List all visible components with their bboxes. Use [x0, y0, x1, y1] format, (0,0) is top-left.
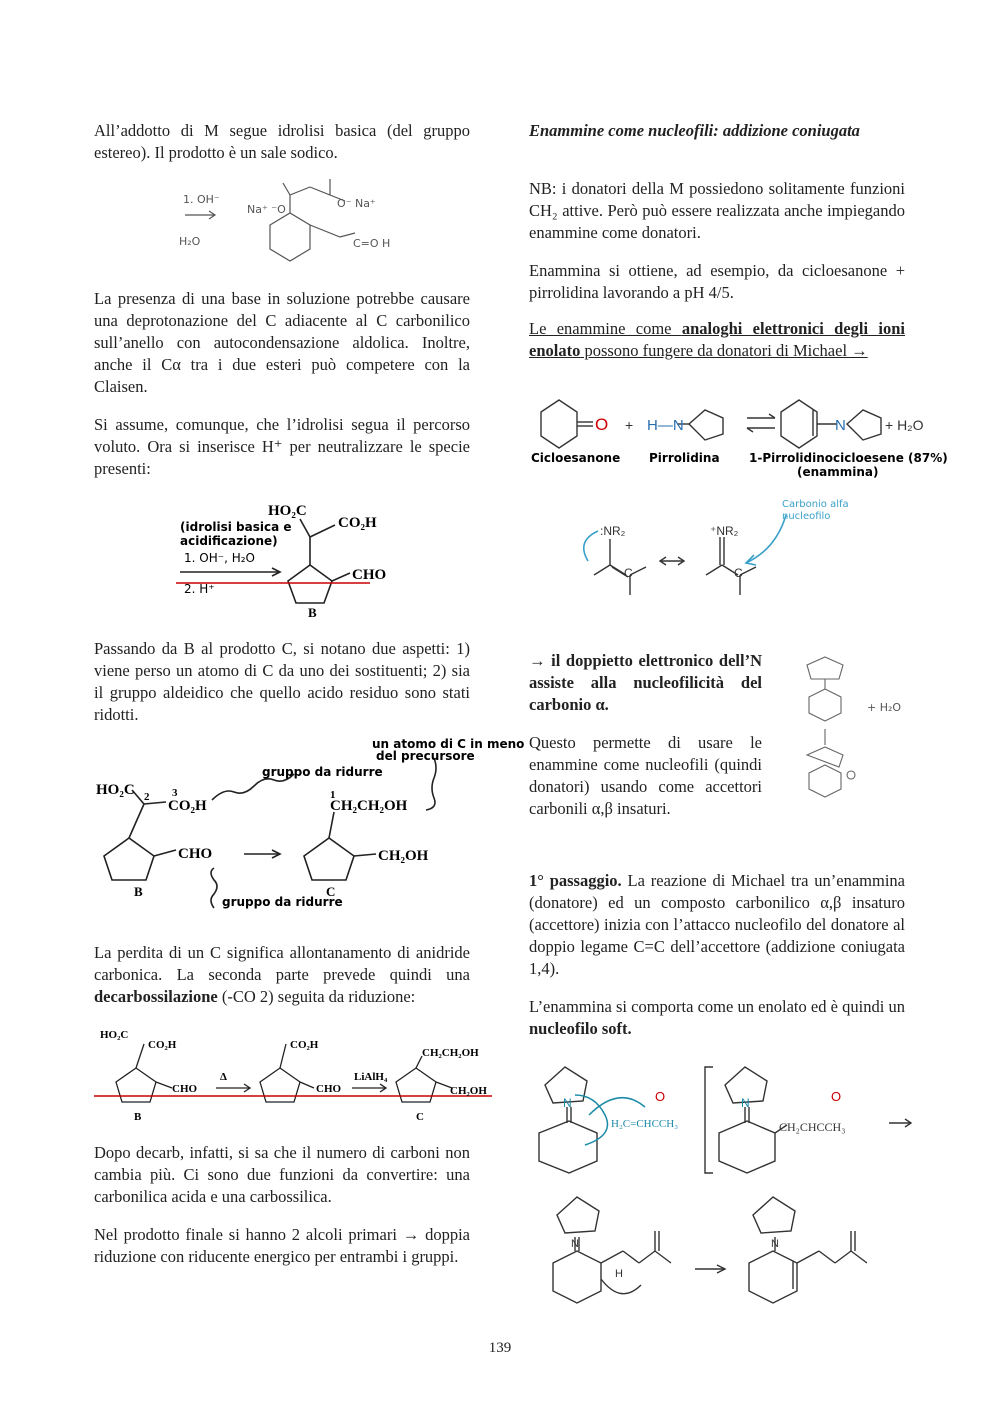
- h2o-label: + H₂O: [885, 417, 924, 433]
- paragraph-b-to-c: [94, 638, 470, 726]
- group-cho-4: CHO: [316, 1083, 342, 1095]
- acceptor-label: H₂C=CHCCH₃: [611, 1118, 679, 1130]
- label-b-2: B: [134, 884, 143, 899]
- group-cho-3: CHO: [172, 1083, 198, 1095]
- text-nucleofilo-soft: nucleofilo soft.: [529, 1019, 632, 1038]
- group-co2h-3: CO₂H: [148, 1039, 177, 1051]
- oxygen-label-3: O: [831, 1089, 842, 1104]
- paragraph-dopo-decarb: [94, 1142, 470, 1208]
- text-p3: Si assume, comunque, che l’idrolisi segua il percorso voluto. Ora si inserisce H⁺ per neutralizzare le specie presenti:: [94, 415, 470, 478]
- group-ho2c-3: HO₂C: [100, 1029, 129, 1041]
- text-analoghi: analoghi elettronici degli ioni enolato: [529, 319, 905, 360]
- text-passaggio-body: La reazione di Michael tra un’enammina (donatore) ed un composto carbonilico α,β insaturo (accettore) inizia con l’attacco nucleofilo del donatore al doppio legame C=C dell’accettore (addizione coniugata 1,4).: [529, 871, 905, 978]
- paragraph-base: [94, 288, 470, 398]
- text-enolato-a: L’enammina si comporta come un enolato ed è quindi un: [529, 997, 905, 1016]
- delta-label: Δ: [220, 1071, 227, 1083]
- plus-sign: +: [625, 417, 634, 433]
- carbon-b: C: [734, 566, 743, 580]
- text-p4: Passando da B al prodotto C, si notano due aspetti: 1) viene perso un atomo di C da uno dei sostituenti; 2) sia il gruppo aldeidico che quello acido residuo sono stati ridotti.: [94, 639, 470, 724]
- note-ridurre-2: gruppo da ridurre: [222, 895, 343, 909]
- group-ch2ch2oh: CH₂CH₂OH: [330, 798, 408, 814]
- label-cicloesanone: Cicloesanone: [531, 451, 621, 465]
- cond-label: (idrolisi basica e: [180, 520, 292, 534]
- note-meno-2: del precursore: [376, 749, 475, 763]
- note-nucleofilo: nucleofilo: [782, 511, 831, 522]
- text-r-p3-c: possono fungere da donatori di Michael →: [580, 341, 868, 360]
- group-co2h: CO₂H: [338, 515, 377, 531]
- text-r-p3-a: Le enammine come: [529, 319, 682, 338]
- label-b: B: [308, 605, 317, 620]
- note-ridurre-1: gruppo da ridurre: [262, 765, 383, 779]
- hn-label: H—N: [647, 417, 684, 434]
- note-carbonio-alfa: Carbonio alfa: [782, 499, 849, 510]
- note-meno: un atomo di C in meno: [372, 737, 525, 751]
- n-label: N: [835, 417, 846, 434]
- label-b-3: B: [134, 1111, 142, 1123]
- text-passaggio: [529, 870, 905, 980]
- hand-na-right: O⁻ Na⁺: [337, 197, 376, 210]
- paragraph-analoghi: [529, 318, 905, 362]
- group-ho2c: HO₂C: [268, 503, 307, 519]
- svg-text:1. OH⁻: 1. OH⁻: [183, 193, 220, 206]
- step1-label: 1. OH⁻, H₂O: [184, 551, 255, 565]
- hand-h2o: + H₂O: [867, 701, 902, 714]
- paragraph-permette: [529, 732, 762, 820]
- lialh4-label: LiAlH₄: [354, 1071, 388, 1083]
- text-doppietto: → il doppietto elettronico dell’N assiste alla nucleofilicità del carbonio α.: [529, 651, 762, 714]
- n-label-4: N: [771, 1238, 779, 1250]
- paragraph-passaggio: [529, 870, 905, 980]
- handwritten-resonance: [795, 655, 915, 805]
- paragraph-doppietto: [529, 650, 762, 716]
- oxygen-label-2: O: [655, 1089, 666, 1104]
- text-permette: Questo permette di usare le enammine come nucleofili (quindi donatori) usando come accettori carbonili α,β insaturi.: [529, 733, 762, 818]
- paragraph-enolato: [529, 996, 905, 1040]
- num-2: 2: [144, 791, 150, 803]
- num-3: 3: [172, 787, 178, 799]
- figure-hydrolysis-B: [170, 495, 410, 620]
- nr2-a: :NR₂: [600, 524, 626, 538]
- group-co2h-4: CO₂H: [290, 1039, 319, 1051]
- group-ch2ch2oh-2: CH₂CH₂OH: [422, 1047, 479, 1059]
- label-c: C: [326, 884, 336, 899]
- group-ch2oh: CH₂OH: [378, 848, 429, 864]
- hand-na-left: Na⁺ ⁻O: [247, 203, 286, 216]
- n-label-1: N: [563, 1096, 572, 1110]
- text-p2: La presenza di una base in soluzione potrebbe causare una deprotonazione del C adiacente al C carbonilico sull’anello con autocondensazione aldolica. Inoltre, anche il Cα tra i due esteri può competere con la Claisen.: [94, 289, 470, 396]
- text-decarbossilazione: decarbossilazione: [94, 987, 218, 1006]
- figure-B-to-C: [94, 737, 525, 910]
- figure-michael-mechanism: [529, 1055, 929, 1320]
- label-c-2: C: [416, 1111, 424, 1123]
- text-p1: All’addotto di M segue idrolisi basica (del gruppo estereo). Il prodotto è un sale sodico.: [94, 121, 470, 162]
- label-pirrolidinocicloesene: 1-Pirrolidinocicloesene (87%): [749, 451, 948, 465]
- svg-text:C=O H: C=O H: [353, 237, 391, 250]
- text-p6: Dopo decarb, infatti, si sa che il numero di carboni non cambia più. Ci sono due funzioni da convertire: una carbonilica acida e una carbossilica.: [94, 1143, 470, 1206]
- cond-label-2: acidificazione): [180, 534, 278, 548]
- text-p7: Nel prodotto finale si hanno 2 alcoli primari → doppia riduzione con riducente energico per entrambi i gruppi.: [94, 1225, 470, 1266]
- svg-text:H₂O: H₂O: [179, 235, 201, 248]
- label-enammina: (enammina): [797, 465, 879, 479]
- paragraph-idrolisi: [94, 120, 470, 164]
- page-number: 139: [488, 1340, 512, 1356]
- group-ho2c-2: HO₂C: [96, 782, 135, 798]
- step2-label: 2. H⁺: [184, 582, 215, 596]
- paragraph-enammina: [529, 260, 905, 304]
- text-p5: [94, 942, 470, 1008]
- handwritten-sodium-salt: [175, 175, 395, 270]
- text-r-p1: NB: i donatori della M possiedono solitamente funzioni CH₂ attive. Però può essere realizzata anche impiegando enammine come donatori.: [529, 179, 905, 242]
- paragraph-finale: [94, 1224, 470, 1268]
- group-cho: CHO: [352, 567, 387, 583]
- nr2-b: ⁺NR₂: [710, 524, 739, 538]
- oxygen-label: O: [595, 415, 609, 434]
- text-r-p2: Enammina si ottiene, ad esempio, da cicloesanone + pirrolidina lavorando a pH 4/5.: [529, 261, 905, 302]
- paragraph-assume: [94, 414, 470, 480]
- figure-decarboxylation: [94, 1022, 494, 1127]
- text-r-p3: [529, 318, 905, 362]
- label-pirrolidina: Pirrolidina: [649, 451, 720, 465]
- text-p5-c: (-CO 2) seguita da riduzione:: [217, 987, 416, 1006]
- text-enolato: [529, 996, 905, 1040]
- num-1: 1: [330, 789, 336, 801]
- figure-resonance: [560, 495, 860, 605]
- intermediate-label: CH₂CHCCH₃: [779, 1120, 846, 1134]
- carbon-a: C: [624, 566, 633, 580]
- n-label-3: N: [571, 1238, 579, 1250]
- group-co2h-2: CO₂H: [168, 798, 207, 814]
- group-ch2oh-2: CH₂OH: [450, 1085, 487, 1097]
- n-label-2: N: [741, 1096, 750, 1110]
- h-label: H: [615, 1268, 623, 1280]
- text-passaggio-title: 1° passaggio.: [529, 871, 622, 890]
- group-cho-2: CHO: [178, 846, 213, 862]
- text-p5-a: La perdita di un C significa allontanamento di anidride carbonica. La seconda parte prevede quindi una: [94, 943, 470, 984]
- paragraph-perdita: [94, 942, 470, 1008]
- heading-enammine: [529, 120, 905, 142]
- figure-enamine-formation: [529, 380, 949, 480]
- paragraph-nb: [529, 178, 905, 244]
- heading-text: Enammine come nucleofili: addizione coniugata: [529, 121, 860, 140]
